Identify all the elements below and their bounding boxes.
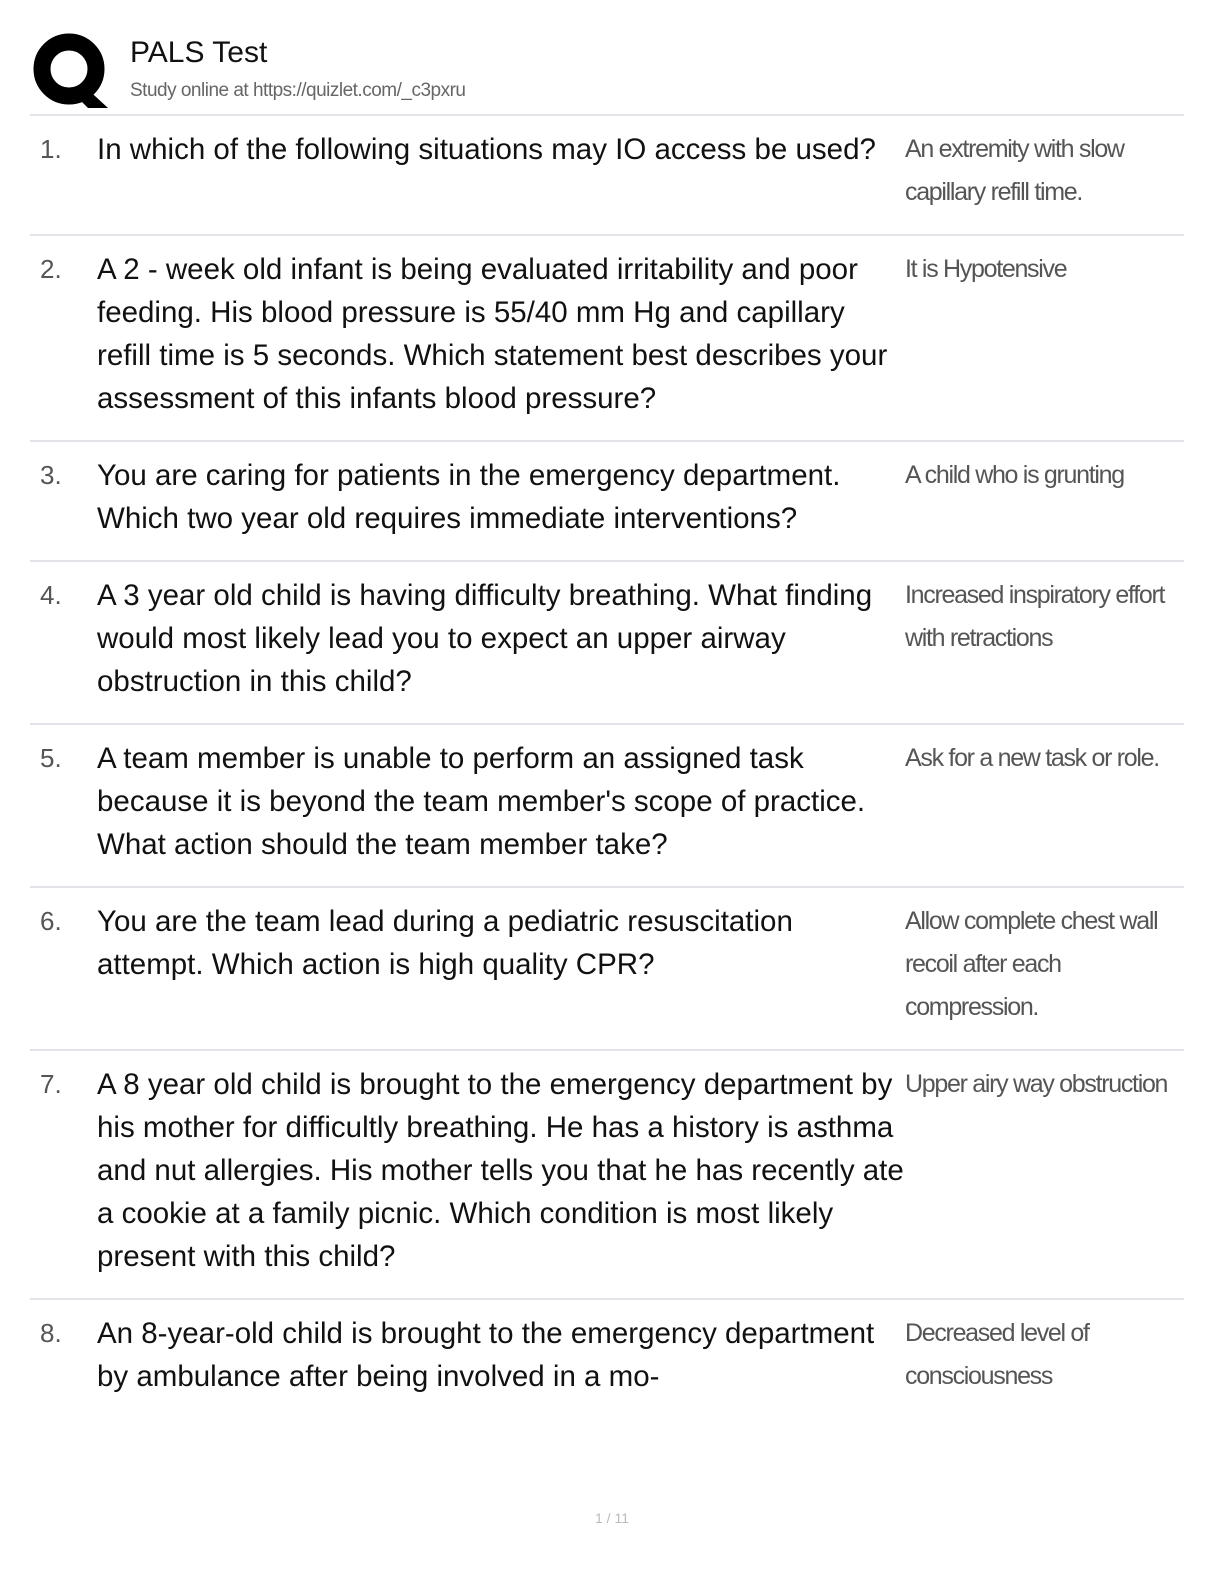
card-question: An 8-year-old child is brought to the emergency department by ambulance after being involved in a mo- [97,1317,875,1393]
quizlet-logo-icon [32,32,110,110]
header [30,28,1184,116]
card-question: In which of the following situations may IO access be used? [97,133,876,166]
card-question: A 2 - week old infant is being evaluated irritability and poor feeding. His blood pressure is 55/40 mm Hg and capillary refill time is 5 seconds. Which statement best describes your assessment of this infants blood pressure? [97,253,888,415]
card-question: A team member is unable to perform an assigned task because it is beyond the team member's scope of practice. What action should the team member take? [97,742,866,861]
card-question: A 8 year old child is brought to the emergency department by his mother for difficultly breathing. He has a history is asthma and nut allergies. His mother tells you that he has recently ate a cookie at a family picnic. Which condition is most likely present with this child? [97,1068,904,1273]
card-row [30,116,1184,236]
card-number: 7. [40,1069,62,1099]
set-title: PALS Test [130,36,268,69]
card-row [30,562,1184,725]
card-question: You are the team lead during a pediatric resuscitation attempt. Which action is high quality CPR? [97,905,793,981]
card-row [30,1300,1184,1418]
card-answer: It is Hypotensive [905,255,1067,283]
card-row [30,725,1184,888]
card-row [30,888,1184,1051]
study-online-link[interactable]: Study online at https://quizlet.com/_c3pxru [130,80,466,101]
card-question: A 3 year old child is having difficulty breathing. What finding would most likely lead you to expect an upper airway obstruction in this child? [97,579,873,698]
card-answer: Increased inspiratory effort with retractions [905,581,1165,652]
card-row [30,442,1184,562]
card-answer: Decreased level of consciousness [905,1319,1089,1390]
flashcard-list [30,116,1184,1418]
card-number: 3. [40,460,62,490]
card-answer: A child who is grunting [905,461,1124,489]
card-number: 2. [40,254,62,284]
card-number: 8. [40,1318,62,1348]
card-number: 5. [40,743,62,773]
card-row [30,236,1184,442]
card-answer: Allow complete chest wall recoil after each compression. [905,907,1158,1021]
card-answer: Upper airy way obstruction [905,1070,1168,1098]
card-number: 6. [40,906,62,936]
card-number: 4. [40,580,62,610]
page-number: 1 / 11 [595,1510,629,1526]
card-row [30,1051,1184,1300]
card-answer: Ask for a new task or role. [905,744,1159,772]
card-number: 1. [40,134,62,164]
card-question: You are caring for patients in the emergency department. Which two year old requires immediate interventions? [97,459,841,535]
card-answer: An extremity with slow capillary refill time. [905,135,1124,206]
